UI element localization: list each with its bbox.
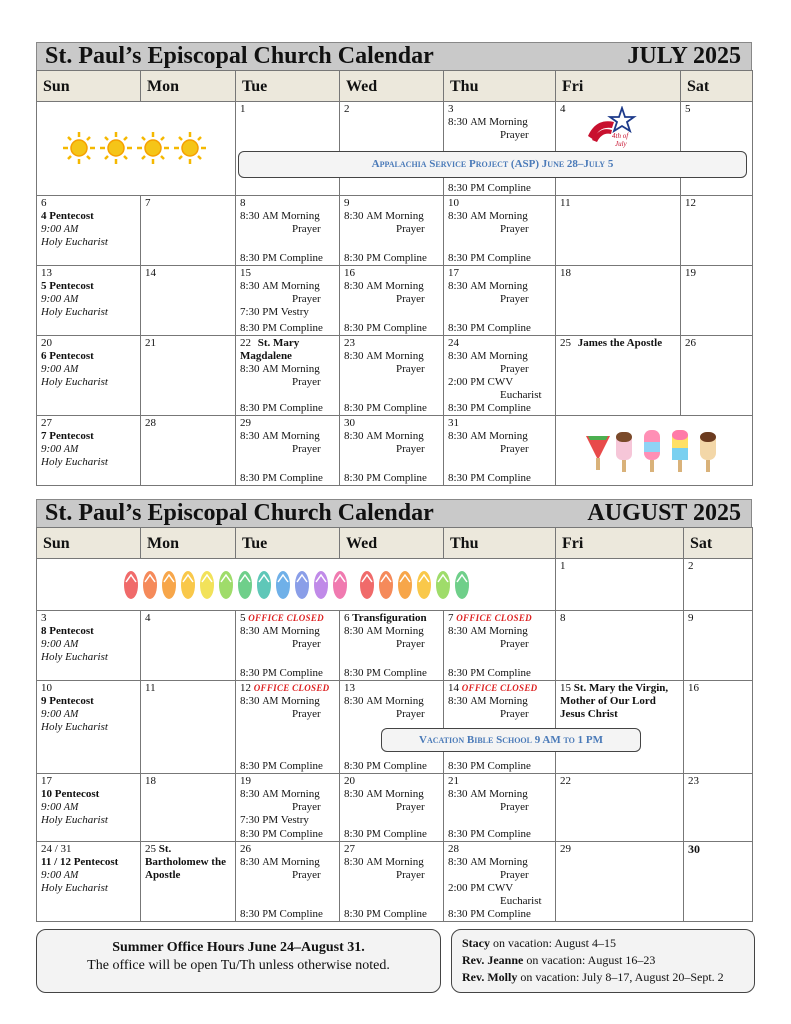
day-cell [681,102,753,196]
popsicle-cell [556,416,753,486]
morning-prayer: 8:30 AM Morning [448,116,528,128]
day-cell: 11 [141,681,236,774]
day-cell: 18 [141,774,236,842]
prayer-label: Prayer [500,129,529,141]
weekday-fri: Fri [556,71,681,102]
weekday-thu: Thu [444,71,556,102]
vacation-jeanne: Rev. Jeanne on vacation: August 16–23 [462,953,656,967]
day-cell: 7 [141,196,236,266]
day-cell: 5 OFFICE CLOSED 8:30 AM Morning Prayer 8:30 PM Compline [236,611,340,681]
day-cell: 8 [556,611,684,681]
day-cell: 4 [141,611,236,681]
day-cell: 1 [556,559,684,611]
day-cell: 31 8:30 AM Morning Prayer 8:30 PM Compline [444,416,556,486]
july-grid [36,70,753,486]
sun-icons [61,128,211,168]
day-cell: 25 James the Apostle [556,336,681,416]
day-cell: 14 [141,266,236,336]
day-cell [556,102,681,196]
weekday-fri: Fri [556,528,684,559]
day-cell: 26 [681,336,753,416]
sunday-cell: 24 / 31 11 / 12 Pentecost 9:00 AM Holy Eucharist [37,842,141,922]
day-cell: 12 [681,196,753,266]
day-cell: 9 [684,611,753,681]
august-weekday-row [37,528,753,559]
weekday-wed: Wed [340,71,444,102]
day-cell: 11 [556,196,681,266]
day-number: 3 [448,103,454,115]
day-cell: 10 8:30 AM Morning Prayer 8:30 PM Compline [444,196,556,266]
july-week-3 [37,266,753,336]
asp-banner: Appalachia Service Project (ASP) June 28–July 5 [238,151,747,178]
vacation-box [451,929,755,993]
july-calendar [36,42,752,486]
vacation-stacy: Stacy on vacation: August 4–15 [462,936,616,950]
weekday-mon: Mon [141,71,236,102]
weekday-sun: Sun [37,528,141,559]
vacation-molly: Rev. Molly on vacation: July 8–17, August 20–Sept. 2 [462,970,724,984]
day-cell: 13 8:30 AM Morning Prayer 8:30 PM Compline [340,681,444,774]
cwv: 2:00 PM CWV [448,376,514,388]
office-hours-text: The office will be open Tu/Th unless otherwise noted. [87,958,390,973]
day-number: 2 [344,103,350,115]
august-week-4 [37,774,753,842]
weekday-wed: Wed [340,528,444,559]
sunday-cell: 13 5 Pentecost 9:00 AM Holy Eucharist [37,266,141,336]
day-number: 1 [240,103,246,115]
day-cell: 2 [684,559,753,611]
day-cell: 23 [684,774,753,842]
weekday-mon: Mon [141,528,236,559]
august-grid [36,527,753,922]
day-number: 5 [685,103,691,115]
vbs-banner: Vacation Bible School 9 AM to 1 PM [381,728,641,752]
day-cell: 18 [556,266,681,336]
day-cell [236,102,340,196]
office-closed: OFFICE CLOSED [248,613,324,623]
service-time: 9:00 AM [41,223,79,235]
weekday-sat: Sat [684,528,753,559]
day-cell: 9 8:30 AM Morning Prayer 8:30 PM Compline [340,196,444,266]
august-month: AUGUST 2025 [587,500,741,526]
day-cell: 19 [681,266,753,336]
holy-eucharist: Holy Eucharist [41,236,108,248]
pentecost-label: 4 Pentecost [41,210,94,222]
sunday-cell: 3 8 Pentecost 9:00 AM Holy Eucharist [37,611,141,681]
day-cell [340,102,444,196]
sunday-cell: 17 10 Pentecost 9:00 AM Holy Eucharist [37,774,141,842]
day-cell: 24 8:30 AM Morning Prayer 2:00 PM CWV Eucharist 8:30 PM Compline [444,336,556,416]
august-week-3 [37,681,753,774]
day-cell: 12 OFFICE CLOSED 8:30 AM Morning Prayer 8:30 PM Compline [236,681,340,774]
day-cell: 16 [684,681,753,774]
day-cell: 17 8:30 AM Morning Prayer 8:30 PM Compline [444,266,556,336]
sunday-cell: 27 7 Pentecost 9:00 AM Holy Eucharist [37,416,141,486]
july-weekday-row [37,71,753,102]
day-cell: 16 8:30 AM Morning Prayer 8:30 PM Compline [340,266,444,336]
day-cell: 7 OFFICE CLOSED 8:30 AM Morning Prayer 8:30 PM Compline [444,611,556,681]
day-cell: 15 St. Mary the Virgin, Mother of Our Lord Jesus Christ [556,681,684,774]
day-cell: 26 8:30 AM Morning Prayer 8:30 PM Compline [236,842,340,922]
day-cell: 6 Transfiguration 8:30 AM Morning Prayer 8:30 PM Compline [340,611,444,681]
august-title-bar [36,499,752,527]
weekday-sun: Sun [37,71,141,102]
sun-icons-cell [37,102,236,196]
august-title: St. Paul’s Episcopal Church Calendar [45,500,434,526]
day-cell: 21 [141,336,236,416]
august-week-1 [37,559,753,611]
day-cell: 22 [556,774,684,842]
july-week-5 [37,416,753,486]
day-cell: 28 8:30 AM Morning Prayer 2:00 PM CWV Eucharist 8:30 PM Compline [444,842,556,922]
july-week-2 [37,196,753,266]
july-week-1 [37,102,753,196]
day-cell: 25 St. Bartholomew the Apostle [141,842,236,922]
day-cell: 19 8:30 AM Morning Prayer 7:30 PM Vestry 8:30 PM Compline [236,774,340,842]
sunday-cell: 10 9 Pentecost 9:00 AM Holy Eucharist [37,681,141,774]
day-cell: 15 8:30 AM Morning Prayer 7:30 PM Vestry 8:30 PM Compline [236,266,340,336]
july-title: St. Paul’s Episcopal Church Calendar [45,43,434,69]
day-cell: 29 [556,842,684,922]
day-cell: 21 8:30 AM Morning Prayer 8:30 PM Compline [444,774,556,842]
weekday-thu: Thu [444,528,556,559]
popsicle-icons [584,426,724,478]
day-cell: 20 8:30 AM Morning Prayer 8:30 PM Compline [340,774,444,842]
office-hours-box [36,929,441,993]
august-week-5 [37,842,753,922]
july-month: JULY 2025 [627,43,741,69]
compline: 8:30 PM Compline [448,182,531,194]
day-cell: 27 8:30 AM Morning Prayer 8:30 PM Compline [340,842,444,922]
july-week-4 [37,336,753,416]
day-number: 4 [560,103,566,115]
flip-flop-cell [37,559,556,611]
sunday-cell: 20 6 Pentecost 9:00 AM Holy Eucharist [37,336,141,416]
office-hours-title: Summer Office Hours June 24–August 31. [112,940,365,955]
day-cell: 29 8:30 AM Morning Prayer 8:30 PM Compline [236,416,340,486]
feast-label: St. Mary Magdalene [240,337,300,362]
day-cell: 22 St. Mary Magdalene 8:30 AM Morning Prayer 8:30 PM Compline [236,336,340,416]
fourth-of-july-icon [584,106,638,148]
fourth-label: 4th of [612,132,629,140]
day-cell [444,102,556,196]
sunday-cell: 6 4 Pentecost 9:00 AM Holy Eucharist [37,196,141,266]
day-cell: 23 8:30 AM Morning Prayer 8:30 PM Compline [340,336,444,416]
day-cell: 30 [684,842,753,922]
day-cell: 14 OFFICE CLOSED 8:30 AM Morning Prayer 8:30 PM Compline [444,681,556,774]
august-week-2 [37,611,753,681]
vestry: 7:30 PM Vestry [240,306,309,318]
august-calendar [36,499,752,922]
weekday-sat: Sat [681,71,753,102]
day-cell: 28 [141,416,236,486]
day-cell: 30 8:30 AM Morning Prayer 8:30 PM Compline [340,416,444,486]
svg-text:July: July [615,140,627,148]
weekday-tue: Tue [236,528,340,559]
day-cell: 8 8:30 AM Morning Prayer 8:30 PM Compline [236,196,340,266]
weekday-tue: Tue [236,71,340,102]
flip-flop-icons [123,568,483,602]
july-title-bar [36,42,752,70]
